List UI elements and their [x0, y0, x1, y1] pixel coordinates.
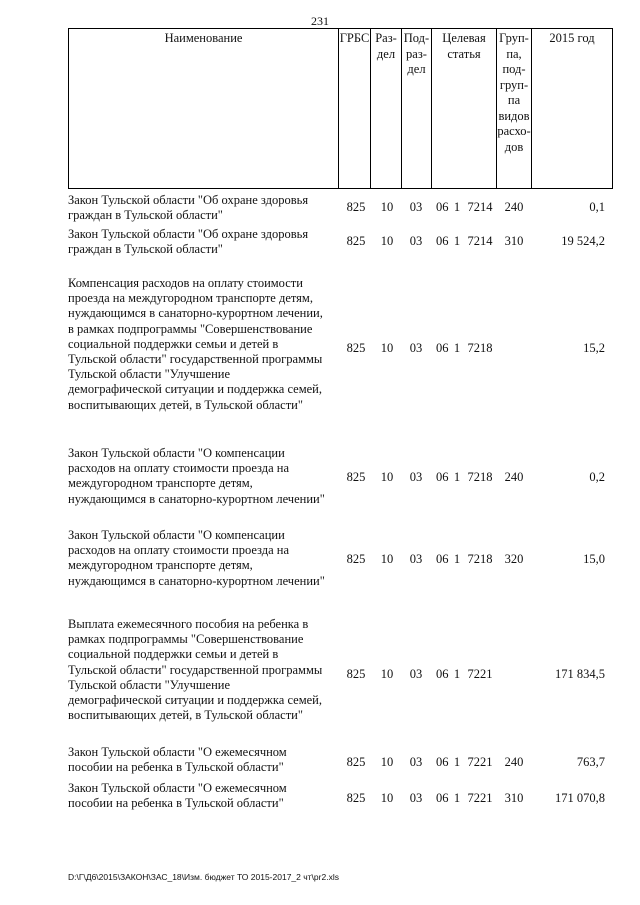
row-grbs: 825: [346, 791, 366, 805]
row-razdel: 10: [380, 234, 394, 248]
row-target-program: 06: [436, 552, 449, 566]
row-name: Закон Тульской области "Об охране здоровья граждан в Тульской области": [68, 193, 309, 223]
row-target-program: 06: [436, 791, 449, 805]
row-target-subprogram: 1: [453, 791, 461, 805]
row-target-subprogram: 1: [453, 552, 461, 566]
row-podrazdel: 03: [409, 341, 423, 355]
row-target-code: 7221: [467, 755, 493, 769]
row-target-subprogram: 1: [453, 755, 461, 769]
row-podrazdel: 03: [409, 552, 423, 566]
row-target-code: 7218: [467, 341, 493, 355]
row-name: Компенсация расходов на оплату стоимости проезда на междугородном транспорте детям, нуждающимся в санаторно-курортном лечении, в рамках подпрограммы "Совершенствование социальной поддержки семьи и детей в Тульской области" государственной программы Тульской области "Улучшение демографической ситуации и поддержка семей, воспитывающих детей, в Тульской области": [68, 276, 323, 412]
row-grbs: 825: [346, 341, 366, 355]
row-target-program: 06: [436, 234, 449, 248]
row-target-code: 7221: [467, 667, 493, 681]
file-path-footer: D:\Г\Д6\2015\ЗАКОН\ЗАС_18\Изм. бюджет ТО 2015-2017_2 чт\рr2.xls: [68, 872, 339, 882]
row-target-code: 7214: [467, 200, 493, 214]
row-expense-type: 240: [504, 755, 524, 769]
row-amount: 171 070,8: [555, 791, 605, 805]
row-name: Закон Тульской области "О ежемесячном пособии на ребенка в Тульской области": [68, 781, 287, 811]
row-grbs: 825: [346, 470, 366, 484]
row-grbs: 825: [346, 552, 366, 566]
row-target-subprogram: 1: [453, 667, 461, 681]
row-name: Закон Тульской области "О компенсации расходов на оплату стоимости проезда на междугородном транспорте детям, нуждающимся в санаторно-курортном лечении": [68, 446, 325, 506]
row-amount: 15,0: [583, 552, 605, 566]
row-target-program: 06: [436, 341, 449, 355]
row-grbs: 825: [346, 200, 366, 214]
row-target-subprogram: 1: [453, 470, 461, 484]
row-amount: 0,2: [589, 470, 605, 484]
row-grbs: 825: [346, 234, 366, 248]
page-number: 231: [311, 14, 329, 28]
row-amount: 0,1: [589, 200, 605, 214]
row-target-program: 06: [436, 470, 449, 484]
row-podrazdel: 03: [409, 791, 423, 805]
row-target-subprogram: 1: [453, 234, 461, 248]
header-name: Наименование: [69, 29, 339, 188]
row-name: Закон Тульской области "О компенсации расходов на оплату стоимости проезда на междугородном транспорте детям, нуждающимся в санаторно-курортном лечении": [68, 528, 325, 588]
row-razdel: 10: [380, 552, 394, 566]
row-razdel: 10: [380, 341, 394, 355]
row-target-program: 06: [436, 667, 449, 681]
row-target-code: 7221: [467, 791, 493, 805]
row-expense-type: 310: [504, 234, 524, 248]
row-podrazdel: 03: [409, 755, 423, 769]
header-razdel: Раз- дел: [371, 29, 402, 188]
row-grbs: 825: [346, 667, 366, 681]
row-podrazdel: 03: [409, 667, 423, 681]
row-expense-type: 310: [504, 791, 524, 805]
row-razdel: 10: [380, 200, 394, 214]
header-target-article: Целевая статья: [432, 29, 497, 188]
header-expense-group: Груп- па, под- груп- па видов расхо- дов: [497, 29, 532, 188]
row-razdel: 10: [380, 755, 394, 769]
row-podrazdel: 03: [409, 470, 423, 484]
row-grbs: 825: [346, 755, 366, 769]
row-target-code: 7218: [467, 552, 493, 566]
row-amount: 15,2: [583, 341, 605, 355]
row-name: Выплата ежемесячного пособия на ребенка в рамках подпрограммы "Совершенствование социальной поддержки семьи и детей в Тульской области" государственной программы Тульской области "Улучшение демографической ситуации и поддержка семей, воспитывающих детей, в Тульской области": [68, 617, 323, 723]
row-target-program: 06: [436, 200, 449, 214]
row-amount: 763,7: [576, 755, 605, 769]
row-target-subprogram: 1: [453, 200, 461, 214]
row-target-code: 7218: [467, 470, 493, 484]
row-target-program: 06: [436, 755, 449, 769]
row-target-subprogram: 1: [453, 341, 461, 355]
row-expense-type: 320: [504, 552, 524, 566]
header-year-2015: 2015 год: [549, 31, 595, 45]
row-name: Закон Тульской области "Об охране здоровья граждан в Тульской области": [68, 227, 309, 257]
row-podrazdel: 03: [409, 234, 423, 248]
row-target-code: 7214: [467, 234, 493, 248]
row-amount: 19 524,2: [561, 234, 605, 248]
row-razdel: 10: [380, 667, 394, 681]
row-razdel: 10: [380, 470, 394, 484]
header-grbs: ГРБС: [339, 29, 371, 188]
row-expense-type: 240: [504, 470, 524, 484]
row-name: Закон Тульской области "О ежемесячном пособии на ребенка в Тульской области": [68, 745, 287, 775]
table-header: [68, 28, 613, 189]
row-podrazdel: 03: [409, 200, 423, 214]
header-podrazdel: Под- раз- дел: [402, 29, 432, 188]
row-expense-type: 240: [504, 200, 524, 214]
row-amount: 171 834,5: [555, 667, 605, 681]
row-razdel: 10: [380, 791, 394, 805]
